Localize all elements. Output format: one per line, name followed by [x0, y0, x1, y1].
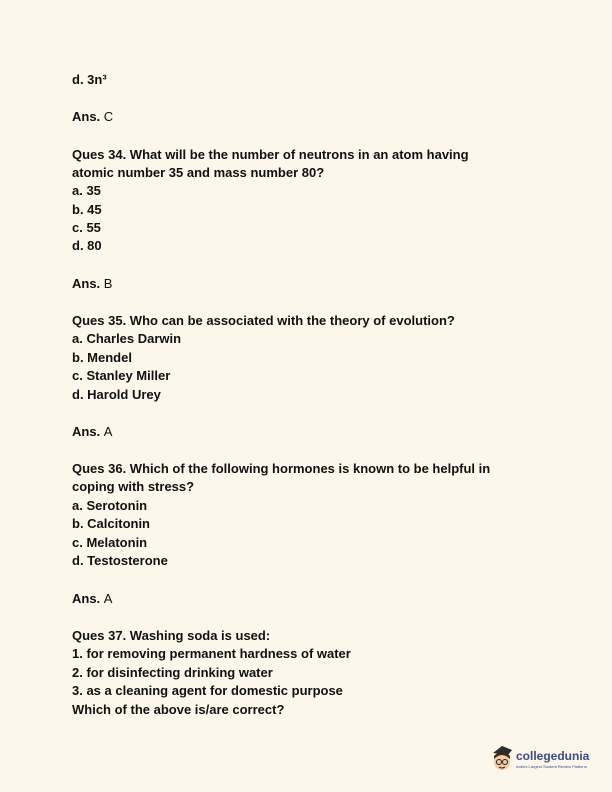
answer-value: A — [103, 591, 113, 606]
option: b. Calcitonin — [72, 516, 150, 531]
answer-label: Ans. — [72, 591, 101, 606]
option: b. Mendel — [72, 350, 132, 365]
statement: 2. for disinfecting drinking water — [72, 665, 273, 680]
answer — [72, 109, 113, 125]
option: a. 35 — [72, 183, 101, 198]
option: d. Testosterone — [72, 553, 168, 568]
option-d: d. 3n³ — [72, 72, 107, 87]
question-prompt: Which of the above is/are correct? — [72, 702, 285, 717]
option: a. Serotonin — [72, 498, 148, 513]
question-36: Ques 36. Which of the following hormones is known to be helpful in — [72, 461, 491, 476]
option: d. Harold Urey — [72, 387, 161, 402]
statement: 3. as a cleaning agent for domestic purpose — [72, 683, 343, 698]
answer — [72, 424, 112, 440]
option: c. Stanley Miller — [72, 368, 171, 383]
answer-value: C — [103, 109, 114, 124]
mascot-icon — [490, 745, 514, 775]
option: c. 55 — [72, 220, 101, 235]
answer-label: Ans. — [72, 276, 101, 291]
question-34-cont: atomic number 35 and mass number 80? — [72, 165, 325, 180]
question-36-cont: coping with stress? — [72, 479, 195, 494]
answer — [72, 591, 112, 607]
logo-tagline: India's Largest Student Review Platform — [516, 764, 588, 769]
answer-label: Ans. — [72, 109, 101, 124]
statement: 1. for removing permanent hardness of water — [72, 646, 351, 661]
option: d. 80 — [72, 238, 102, 253]
option: b. 45 — [72, 202, 102, 217]
answer — [72, 276, 112, 292]
collegedunia-logo — [490, 745, 610, 777]
option: c. Melatonin — [72, 535, 148, 550]
question-37: Ques 37. Washing soda is used: — [72, 628, 271, 643]
question-34: Ques 34. What will be the number of neutrons in an atom having — [72, 147, 469, 162]
answer-value: A — [103, 424, 113, 439]
answer-label: Ans. — [72, 424, 101, 439]
logo-name: collegedunia — [516, 749, 590, 763]
question-35: Ques 35. Who can be associated with the theory of evolution? — [72, 313, 455, 328]
answer-value: B — [103, 276, 113, 291]
option: a. Charles Darwin — [72, 331, 182, 346]
